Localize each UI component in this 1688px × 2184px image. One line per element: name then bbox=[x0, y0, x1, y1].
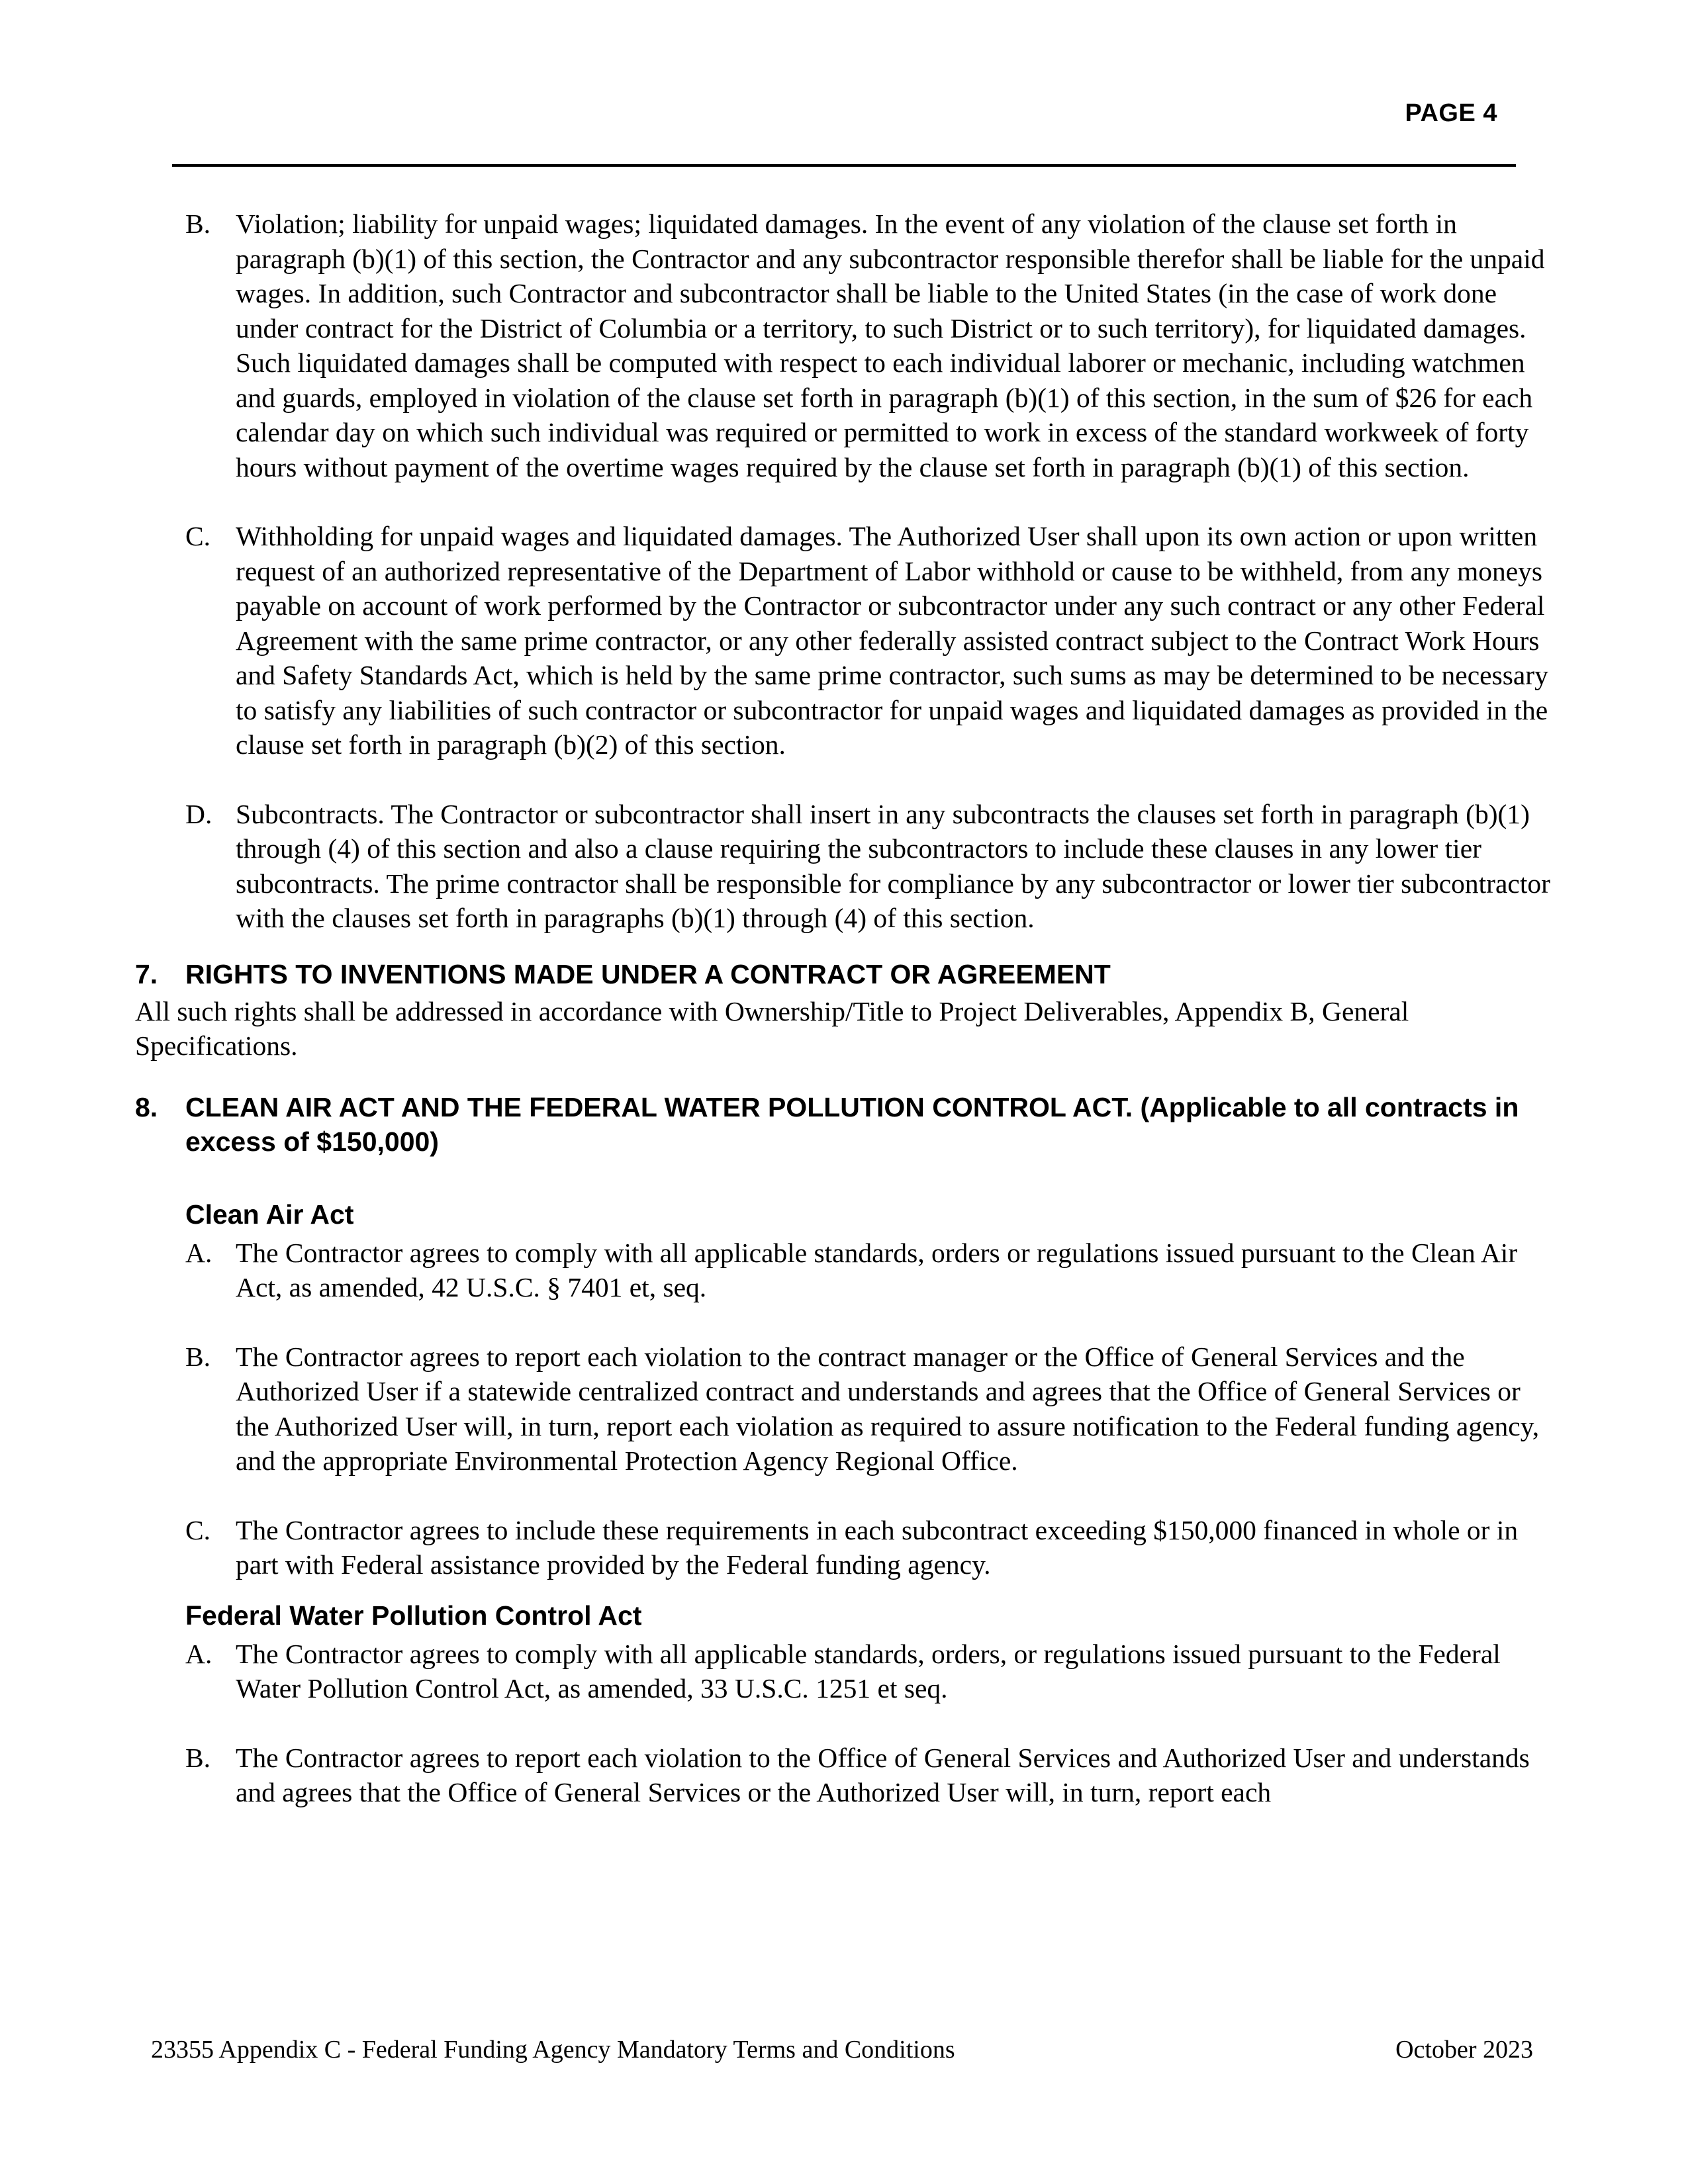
list-item bbox=[135, 206, 1552, 484]
list-item bbox=[135, 519, 1552, 762]
list-item bbox=[135, 1741, 1552, 1810]
section-title: RIGHTS TO INVENTIONS MADE UNDER A CONTRACT OR AGREEMENT bbox=[185, 958, 1111, 989]
list-item-letter: A. bbox=[185, 1638, 212, 1669]
list-item-text: Subcontracts. The Contractor or subcontractor shall insert in any subcontracts the clauses set forth in paragraph (b)(1) through (4) of this section and also a clause requiring the subcontractors to include these clauses in any lower tier subcontracts. The prime contractor shall be responsible for compliance by any subcontractor or lower tier subcontractor with the clauses set forth in paragraphs (b)(1) through (4) of this section. bbox=[236, 798, 1550, 933]
section-8-heading bbox=[135, 1090, 1552, 1159]
list-item-letter: C. bbox=[185, 521, 211, 551]
list-item bbox=[135, 797, 1552, 936]
page-content bbox=[135, 206, 1552, 1844]
list-item-text: The Contractor agrees to comply with all applicable standards, orders or regulations issued pursuant to the Clean Air Act, as amended, 42 U.S.C. § 7401 et, seq. bbox=[236, 1237, 1518, 1302]
section-7-heading bbox=[135, 957, 1552, 991]
list-item-text: Violation; liability for unpaid wages; liquidated damages. In the event of any violation of the clause set forth in paragraph (b)(1) of this section, the Contractor and any subcontractor responsible therefor shall be liable for the unpaid wages. In addition, such Contractor and subcontractor shall be liable to the United States (in the case of work done under contract for the District of Columbia or a territory, to such District or to such territory), for liquidated damages. Such liquidated damages shall be computed with respect to each individual laborer or mechanic, including watchmen and guards, employed in violation of the clause set forth in paragraph (b)(1) of this section, in the sum of $26 for each calendar day on which such individual was required or permitted to work in excess of the standard workweek of forty hours without payment of the overtime wages required by the clause set forth in paragraph (b)(1) of this section. bbox=[236, 208, 1545, 482]
list-item bbox=[135, 1637, 1552, 1706]
list-item-text: Withholding for unpaid wages and liquidated damages. The Authorized User shall upon its own action or upon written request of an authorized representative of the Department of Labor withhold or cause to be withheld, from any moneys payable on account of work performed by the Contractor or subcontractor under any such contract or any other Federal Agreement with the same prime contractor, or any other federally assisted contract subject to the Contract Work Hours and Safety Standards Act, which is held by the same prime contractor, such sums as may be determined to be necessary to satisfy any liabilities of such contractor or subcontractor for unpaid wages and liquidated damages as provided in the clause set forth in paragraph (b)(2) of this section. bbox=[236, 521, 1548, 760]
list-item bbox=[135, 1340, 1552, 1479]
page-number: PAGE 4 bbox=[1405, 99, 1497, 127]
list-item-text: The Contractor agrees to report each violation to the Office of General Services and Authorized User and understands and agrees that the Office of General Services or the Authorized User will, in turn, report each bbox=[236, 1742, 1530, 1807]
footer-document-title: 23355 Appendix C - Federal Funding Agency Mandatory Terms and Conditions bbox=[151, 2036, 955, 2064]
list-item-letter: B. bbox=[185, 1742, 211, 1773]
list-item-text: The Contractor agrees to comply with all applicable standards, orders, or regulations issued pursuant to the Federal Water Pollution Control Act, as amended, 33 U.S.C. 1251 et seq. bbox=[236, 1638, 1501, 1704]
section-number: 8. bbox=[135, 1091, 158, 1122]
section-7-body: All such rights shall be addressed in accordance with Ownership/Title to Project Deliverables, Appendix B, General Specifications. bbox=[135, 995, 1409, 1061]
list-item-letter: D. bbox=[185, 798, 212, 829]
section-title: CLEAN AIR ACT AND THE FEDERAL WATER POLLUTION CONTROL ACT. (Applicable to all contracts in excess of $150,000) bbox=[185, 1091, 1519, 1157]
clean-air-act-heading: Clean Air Act bbox=[185, 1199, 354, 1230]
footer-date: October 2023 bbox=[1395, 2036, 1533, 2064]
list-item bbox=[135, 1513, 1552, 1582]
list-item-letter: C. bbox=[185, 1514, 211, 1545]
section-number: 7. bbox=[135, 958, 158, 989]
list-item-letter: B. bbox=[185, 1341, 211, 1372]
water-pollution-act-heading: Federal Water Pollution Control Act bbox=[185, 1600, 642, 1631]
list-item-text: The Contractor agrees to include these requirements in each subcontract exceeding $150,000 financed in whole or in part with Federal assistance provided by the Federal funding agency. bbox=[236, 1514, 1519, 1580]
list-item bbox=[135, 1236, 1552, 1305]
list-item-letter: B. bbox=[185, 208, 211, 239]
list-item-letter: A. bbox=[185, 1237, 212, 1268]
list-item-text: The Contractor agrees to report each violation to the contract manager or the Office of General Services and the Authorized User if a statewide centralized contract and understands and agrees that the Office of General Services or the Authorized User will, in turn, report each violation as required to assure notification to the Federal funding agency, and the appropriate Environmental Protection Agency Regional Office. bbox=[236, 1341, 1540, 1476]
page-footer bbox=[151, 2035, 1533, 2064]
header-divider bbox=[172, 164, 1516, 167]
